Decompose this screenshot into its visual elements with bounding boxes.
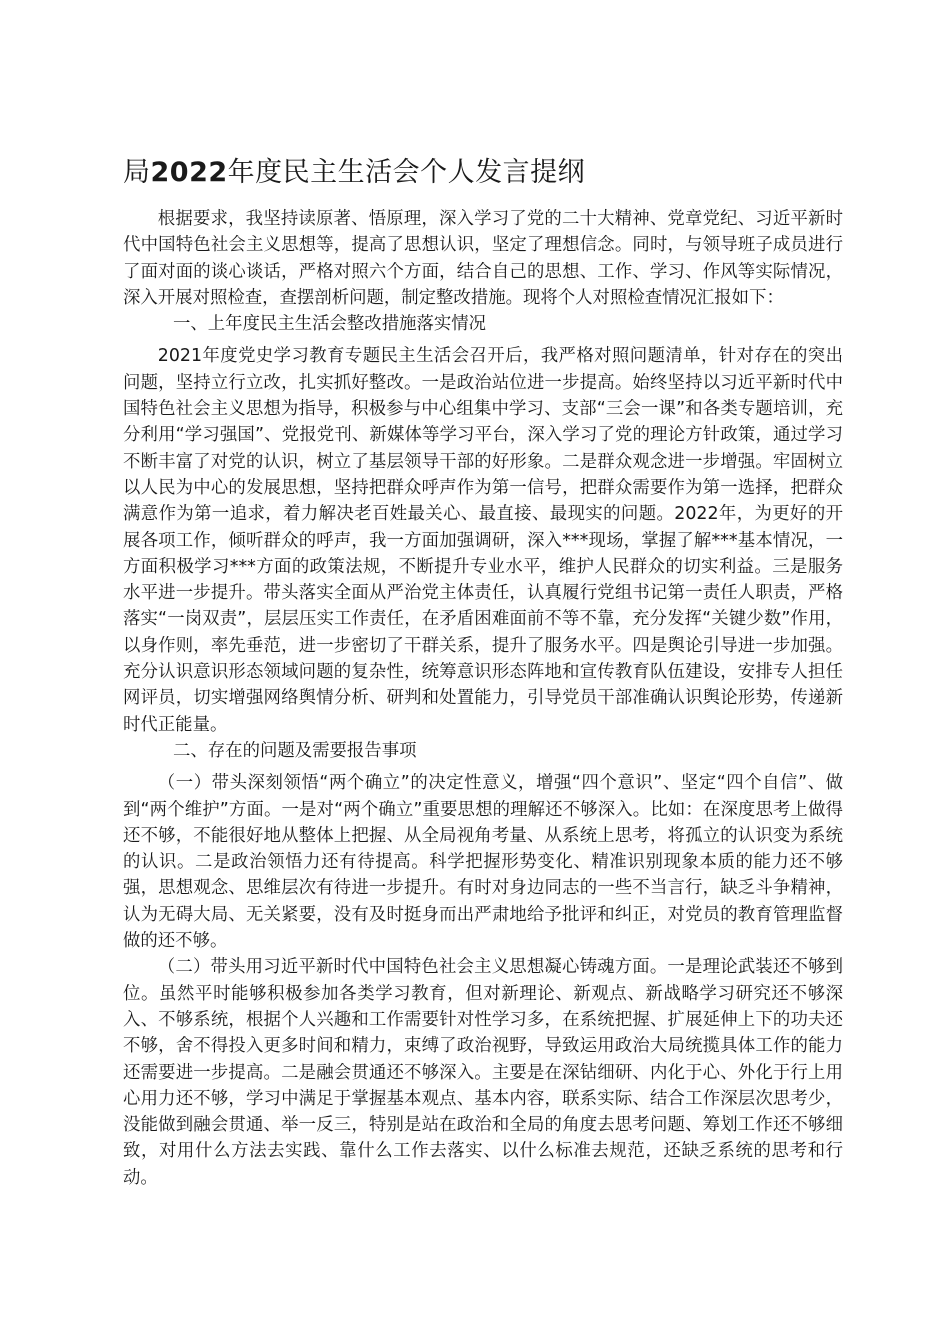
title-suffix: 年度民主生活会个人发言提纲 xyxy=(227,157,586,188)
section-1-paragraph: 2021年度党史学习教育专题民主生活会召开后，我严格对照问题清单，针对存在的突出问题，坚持立行立改，扎实抓好整改。一是政治站位进一步提高。始终坚持以习近平新时代中国特色社会主义思想为指导，积极参与中心组集中学习、支部“三会一课”和各类专题培训，充分利用“学习强国”、党报党刊、新媒体等学习平台，深入学习了党的理论方针政策，通过学习不断丰富了对党的认识，树立了基层领导干部的好形象。二是群众观念进一步增强。牢固树立以人民为中心的发展思想，坚持把群众呼声作为第一信号，把群众需要作为第一选择，把群众满意作为第一追求，着力解决老百姓最关心、最直接、最现实的问题。2022年，为更好的开展各项工作，倾听群众的呼声，我一方面加强调研，深入***现场，掌握了解***基本情况，一方面积极学习***方面的政策法规，不断提升专业水平，维护人民群众的切实利益。三是服务水平进一步提升。带头落实全面从严治党主体责任，认真履行党组书记第一责任人职责，严格落实“一岗双责”，层层压实工作责任，在矛盾困难面前不等不靠，充分发挥“关键少数”作用，以身作则，率先垂范，进一步密切了干群关系，提升了服务水平。四是舆论引导进一步加强。充分认识意识形态领域问题的复杂性，统筹意识形态阵地和宣传教育队伍建设，安排专人担任网评员，切实增强网络舆情分析、研判和处置能力，引导党员干部准确认识舆论形势，传递新时代正能量。 xyxy=(123,346,843,735)
title-year: 2022 xyxy=(150,157,228,188)
section-2-paragraph-1: （一）带头深刻领悟“两个确立”的决定性意义，增强“四个意识”、坚定“四个自信”、做到“两个维护”方面。一是对“两个确立”重要思想的理解还不够深入。比如：在深度思考上做得还不够，不能很好地从整体上把握、从全局视角考量、从系统上思考，将孤立的认识变为系统的认识。二是政治领悟力还有待提高。科学把握形势变化、精准识别现象本质的能力还不够强，思想观念、思维层次有待进一步提升。有时对身边同志的一些不当言行，缺乏斗争精神，认为无碍大局、无关紧要，没有及时挺身而出严肃地给予批评和纠正，对党员的教育管理监督做的还不够。 xyxy=(123,773,843,952)
section-2-paragraph-2: （二）带头用习近平新时代中国特色社会主义思想凝心铸魂方面。一是理论武装还不够到位。虽然平时能够积极参加各类学习教育，但对新理论、新观点、新战略学习研究还不够深入、不够系统，根据个人兴趣和工作需要针对性学习多，在系统把握、扩展延伸上下的功夫还不够，舍不得投入更多时间和精力，束缚了政治视野，导致运用政治大局统揽具体工作的能力还需要进一步提高。二是融会贯通还不够深入。主要是在深钻细研、内化于心、外化于行上用心用力还不够，学习中满足于掌握基本观点、基本内容，联系实际、结合工作深层次思考少，没能做到融会贯通、举一反三，特别是站在政治和全局的角度去思考问题、筹划工作还不够细致，对用什么方法去实践、靠什么工作去落实、以什么标准去规范，还缺乏系统的思考和行动。 xyxy=(123,957,843,1188)
intro-paragraph: 根据要求，我坚持读原著、悟原理，深入学习了党的二十大精神、党章党纪、习近平新时代中国特色社会主义思想等，提高了思想认识，坚定了理想信念。同时，与领导班子成员进行了面对面的谈心谈话，严格对照六个方面，结合自己的思想、工作、学习、作风等实际情况，深入开展对照检查，查摆剖析问题，制定整改措施。现将个人对照检查情况汇报如下： xyxy=(123,209,843,308)
section-2-heading: 二、存在的问题及需要报告事项 xyxy=(173,740,417,761)
section-1-heading: 一、上年度民主生活会整改措施落实情况 xyxy=(173,314,487,335)
document-body xyxy=(123,206,843,1191)
document-title xyxy=(123,152,843,194)
title-prefix: 局 xyxy=(123,157,151,188)
